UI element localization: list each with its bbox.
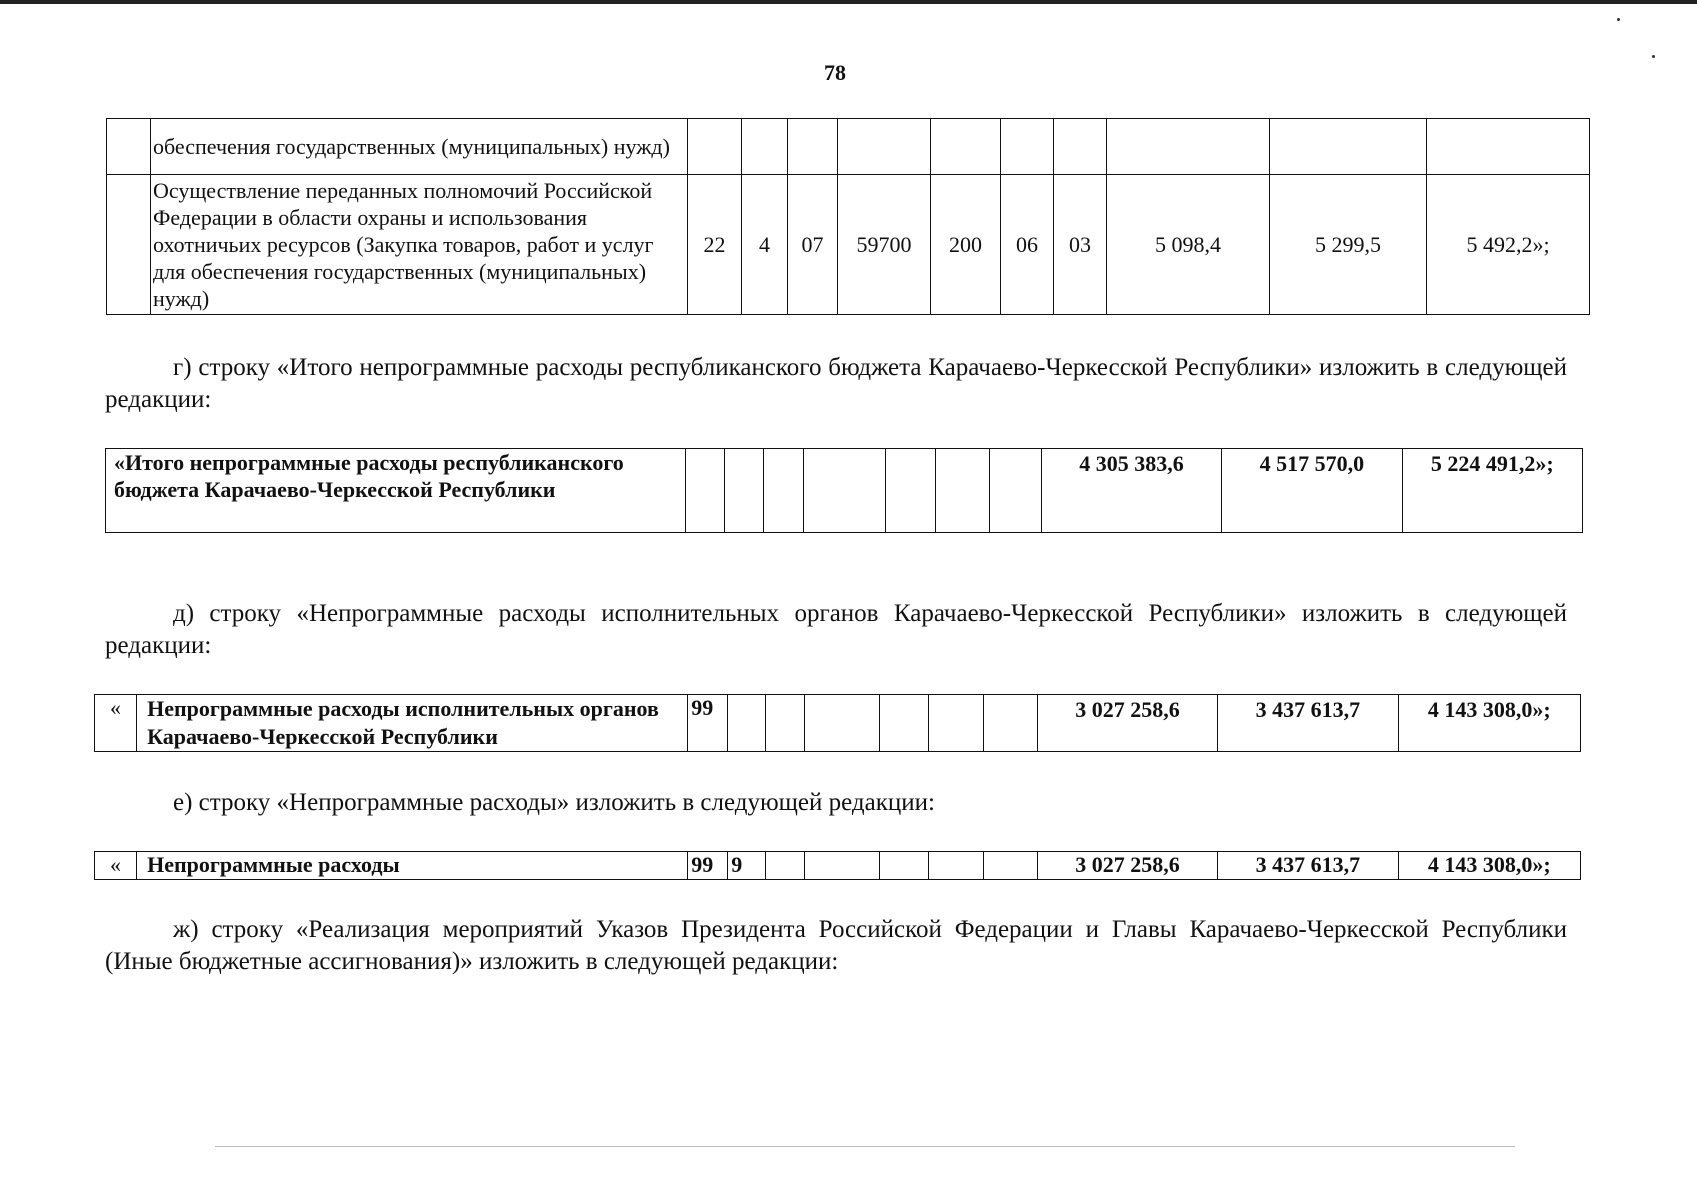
cell — [989, 449, 1041, 533]
cell — [1270, 119, 1427, 175]
table-row — [107, 119, 1590, 175]
opening-quote-cell: « — [95, 695, 137, 752]
cell — [928, 695, 983, 752]
cell: 4 — [742, 175, 788, 315]
scan-speck — [1617, 18, 1620, 21]
page-number: 78 — [824, 60, 846, 85]
cell — [879, 852, 928, 880]
cell — [804, 449, 885, 533]
row-index-cell — [107, 119, 151, 175]
cell: 07 — [788, 175, 838, 315]
cell — [1427, 119, 1590, 175]
amount-cell: 3 027 258,6 — [1037, 852, 1217, 880]
scan-speck — [1652, 55, 1655, 58]
code-cell: 99 — [688, 852, 728, 880]
code-cell: 9 — [728, 852, 766, 880]
cell — [805, 852, 879, 880]
cell — [879, 695, 928, 752]
paragraph-e: е) строку «Непрограммные расходы» изложить в следующей редакции: — [173, 789, 935, 816]
table-row — [107, 175, 1590, 315]
cell — [686, 449, 725, 533]
nonprogram-table — [94, 851, 1581, 880]
continuation-table — [106, 118, 1590, 315]
row-index-cell — [107, 175, 151, 315]
table-row — [95, 852, 1581, 880]
amount-cell: 4 517 570,0 — [1222, 449, 1402, 533]
cell — [766, 695, 805, 752]
cell — [1054, 119, 1107, 175]
cell — [766, 852, 805, 880]
amount-cell: 4 143 308,0»; — [1398, 695, 1580, 752]
cell — [931, 119, 1001, 175]
paragraph-g: г) строку «Итого непрограммные расходы республиканского бюджета Карачаево-Черкесской Республики» изложить в следующей редакции: — [105, 354, 1567, 413]
cell — [838, 119, 931, 175]
cell — [928, 852, 983, 880]
opening-quote-cell: « — [95, 852, 137, 880]
cell — [688, 119, 742, 175]
amount-cell: 5 224 491,2»; — [1402, 449, 1582, 533]
row-description: Осуществление переданных полномочий Российской Федерации в области охраны и использования охотничьих ресурсов (Закупка товаров, работ и услуг для обеспечения государственных (муниципальных) нужд) — [151, 175, 688, 315]
amount-cell: 4 305 383,6 — [1041, 449, 1221, 533]
row-description: Непрограммные расходы исполнительных органов Карачаево-Черкесской Республики — [137, 695, 688, 752]
cell — [788, 119, 838, 175]
table-row — [95, 695, 1581, 752]
cell: 200 — [931, 175, 1001, 315]
page-top-border — [0, 0, 1697, 4]
bottom-rule — [215, 1146, 1515, 1147]
cell — [725, 449, 764, 533]
cell — [728, 695, 766, 752]
cell — [805, 695, 879, 752]
cell — [983, 852, 1037, 880]
row-description: «Итого непрограммные расходы республиканского бюджета Карачаево-Черкесской Республики — [106, 449, 686, 533]
cell — [742, 119, 788, 175]
amount-cell: 3 437 613,7 — [1218, 695, 1398, 752]
cell — [764, 449, 804, 533]
cell: 5 492,2»; — [1427, 175, 1590, 315]
amount-cell: 3 027 258,6 — [1037, 695, 1217, 752]
cell — [1001, 119, 1054, 175]
cell — [885, 449, 935, 533]
row-description: обеспечения государственных (муниципальных) нужд) — [151, 119, 688, 175]
code-cell: 99 — [688, 695, 728, 752]
cell — [935, 449, 989, 533]
paragraph-zh: ж) строку «Реализация мероприятий Указов Президента Российской Федерации и Главы Карачаево-Черкесской Республики (Иные бюджетные ассигнования)» изложить в следующей редакции: — [105, 916, 1567, 975]
cell — [1107, 119, 1270, 175]
paragraph-d: д) строку «Непрограммные расходы исполнительных органов Карачаево-Черкесской Республики» изложить в следующей редакции: — [105, 600, 1567, 659]
amount-cell: 4 143 308,0»; — [1398, 852, 1580, 880]
table-row — [106, 449, 1583, 533]
cell: 59700 — [838, 175, 931, 315]
row-description: Непрограммные расходы — [137, 852, 688, 880]
cell: 06 — [1001, 175, 1054, 315]
exec-organs-table — [94, 694, 1581, 752]
total-table — [105, 448, 1583, 533]
cell: 03 — [1054, 175, 1107, 315]
cell: 22 — [688, 175, 742, 315]
cell: 5 098,4 — [1107, 175, 1270, 315]
amount-cell: 3 437 613,7 — [1218, 852, 1398, 880]
cell — [983, 695, 1037, 752]
cell: 5 299,5 — [1270, 175, 1427, 315]
